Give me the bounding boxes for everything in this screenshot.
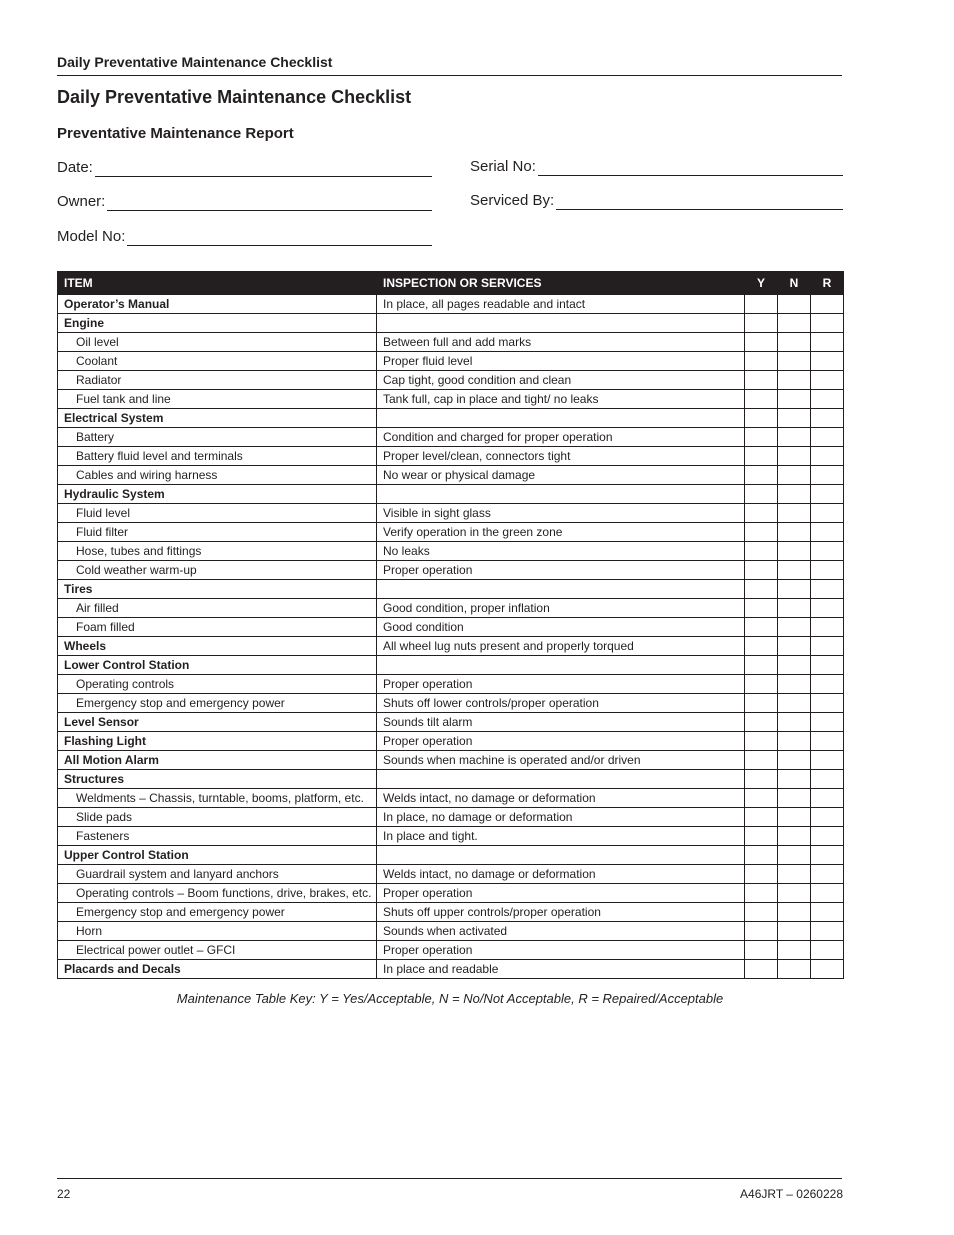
r-checkbox-cell[interactable] <box>811 941 844 960</box>
inspection-cell: Proper operation <box>377 561 745 580</box>
item-cell: Emergency stop and emergency power <box>58 694 377 713</box>
n-checkbox-cell[interactable] <box>778 466 811 485</box>
item-cell: Horn <box>58 922 377 941</box>
table-row <box>58 466 844 485</box>
header-r: R <box>811 272 844 295</box>
r-checkbox-cell[interactable] <box>811 827 844 846</box>
y-checkbox-cell[interactable] <box>745 523 778 542</box>
y-checkbox-cell[interactable] <box>745 675 778 694</box>
item-cell: Hydraulic System <box>58 485 377 504</box>
y-checkbox-cell[interactable] <box>745 409 778 428</box>
table-row <box>58 751 844 770</box>
document-code: A46JRT – 0260228 <box>740 1187 843 1201</box>
inspection-cell: Condition and charged for proper operation <box>377 428 745 447</box>
n-checkbox-cell[interactable] <box>778 409 811 428</box>
r-checkbox-cell[interactable] <box>811 675 844 694</box>
inspection-cell: Visible in sight glass <box>377 504 745 523</box>
table-row <box>58 922 844 941</box>
table-row <box>58 485 844 504</box>
table-row <box>58 808 844 827</box>
y-checkbox-cell[interactable] <box>745 542 778 561</box>
item-cell: Cold weather warm-up <box>58 561 377 580</box>
date-input-line[interactable] <box>95 158 432 177</box>
inspection-cell <box>377 656 745 675</box>
r-checkbox-cell[interactable] <box>811 580 844 599</box>
table-row <box>58 694 844 713</box>
y-checkbox-cell[interactable] <box>745 352 778 371</box>
n-checkbox-cell[interactable] <box>778 447 811 466</box>
inspection-cell: Good condition <box>377 618 745 637</box>
table-header-row <box>58 272 844 295</box>
n-checkbox-cell[interactable] <box>778 865 811 884</box>
r-checkbox-cell[interactable] <box>811 922 844 941</box>
inspection-cell: Between full and add marks <box>377 333 745 352</box>
footer-divider <box>57 1178 842 1179</box>
table-row <box>58 371 844 390</box>
n-checkbox-cell[interactable] <box>778 675 811 694</box>
n-checkbox-cell[interactable] <box>778 732 811 751</box>
date-label: Date: <box>57 159 93 176</box>
y-checkbox-cell[interactable] <box>745 333 778 352</box>
table-row <box>58 884 844 903</box>
inspection-cell: Tank full, cap in place and tight/ no leaks <box>377 390 745 409</box>
inspection-cell: Good condition, proper inflation <box>377 599 745 618</box>
item-cell: Coolant <box>58 352 377 371</box>
inspection-cell <box>377 846 745 865</box>
n-checkbox-cell[interactable] <box>778 656 811 675</box>
running-header: Daily Preventative Maintenance Checklist <box>57 54 842 76</box>
inspection-cell: No leaks <box>377 542 745 561</box>
y-checkbox-cell[interactable] <box>745 732 778 751</box>
owner-label: Owner: <box>57 193 106 210</box>
y-checkbox-cell[interactable] <box>745 827 778 846</box>
r-checkbox-cell[interactable] <box>811 637 844 656</box>
n-checkbox-cell[interactable] <box>778 542 811 561</box>
item-cell: Slide pads <box>58 808 377 827</box>
item-cell: Upper Control Station <box>58 846 377 865</box>
table-row <box>58 846 844 865</box>
inspection-cell: Verify operation in the green zone <box>377 523 745 542</box>
item-cell: Fluid level <box>58 504 377 523</box>
r-checkbox-cell[interactable] <box>811 314 844 333</box>
y-checkbox-cell[interactable] <box>745 865 778 884</box>
inspection-cell: In place, no damage or deformation <box>377 808 745 827</box>
item-cell: Flashing Light <box>58 732 377 751</box>
n-checkbox-cell[interactable] <box>778 390 811 409</box>
r-checkbox-cell[interactable] <box>811 770 844 789</box>
r-checkbox-cell[interactable] <box>811 333 844 352</box>
inspection-cell <box>377 314 745 333</box>
n-checkbox-cell[interactable] <box>778 713 811 732</box>
table-row <box>58 447 844 466</box>
r-checkbox-cell[interactable] <box>811 903 844 922</box>
r-checkbox-cell[interactable] <box>811 865 844 884</box>
inspection-cell: Shuts off lower controls/proper operation <box>377 694 745 713</box>
r-checkbox-cell[interactable] <box>811 504 844 523</box>
r-checkbox-cell[interactable] <box>811 371 844 390</box>
item-cell: Structures <box>58 770 377 789</box>
inspection-cell: Proper operation <box>377 884 745 903</box>
r-checkbox-cell[interactable] <box>811 884 844 903</box>
serviced-by-input-line[interactable] <box>556 191 843 210</box>
inspection-cell: Proper level/clean, connectors tight <box>377 447 745 466</box>
item-cell: Electrical System <box>58 409 377 428</box>
r-checkbox-cell[interactable] <box>811 656 844 675</box>
header-n: N <box>778 272 811 295</box>
serviced-by-field[interactable] <box>470 188 843 210</box>
n-checkbox-cell[interactable] <box>778 428 811 447</box>
y-checkbox-cell[interactable] <box>745 884 778 903</box>
inspection-cell: Sounds tilt alarm <box>377 713 745 732</box>
r-checkbox-cell[interactable] <box>811 732 844 751</box>
n-checkbox-cell[interactable] <box>778 941 811 960</box>
table-row <box>58 713 844 732</box>
y-checkbox-cell[interactable] <box>745 466 778 485</box>
y-checkbox-cell[interactable] <box>745 751 778 770</box>
r-checkbox-cell[interactable] <box>811 846 844 865</box>
y-checkbox-cell[interactable] <box>745 447 778 466</box>
table-row <box>58 314 844 333</box>
r-checkbox-cell[interactable] <box>811 960 844 979</box>
page-title: Daily Preventative Maintenance Checklist <box>57 87 412 107</box>
r-checkbox-cell[interactable] <box>811 618 844 637</box>
table-row <box>58 504 844 523</box>
r-checkbox-cell[interactable] <box>811 542 844 561</box>
item-cell: Operating controls <box>58 675 377 694</box>
item-cell: Emergency stop and emergency power <box>58 903 377 922</box>
n-checkbox-cell[interactable] <box>778 523 811 542</box>
n-checkbox-cell[interactable] <box>778 485 811 504</box>
inspection-cell <box>377 770 745 789</box>
y-checkbox-cell[interactable] <box>745 599 778 618</box>
table-row <box>58 295 844 314</box>
y-checkbox-cell[interactable] <box>745 770 778 789</box>
r-checkbox-cell[interactable] <box>811 390 844 409</box>
inspection-cell: Sounds when machine is operated and/or driven <box>377 751 745 770</box>
r-checkbox-cell[interactable] <box>811 428 844 447</box>
table-row <box>58 409 844 428</box>
table-row <box>58 561 844 580</box>
r-checkbox-cell[interactable] <box>811 808 844 827</box>
inspection-cell: Welds intact, no damage or deformation <box>377 865 745 884</box>
inspection-cell <box>377 409 745 428</box>
table-body <box>58 295 844 979</box>
y-checkbox-cell[interactable] <box>745 846 778 865</box>
r-checkbox-cell[interactable] <box>811 447 844 466</box>
y-checkbox-cell[interactable] <box>745 295 778 314</box>
n-checkbox-cell[interactable] <box>778 846 811 865</box>
y-checkbox-cell[interactable] <box>745 485 778 504</box>
n-checkbox-cell[interactable] <box>778 561 811 580</box>
item-cell: Guardrail system and lanyard anchors <box>58 865 377 884</box>
y-checkbox-cell[interactable] <box>745 960 778 979</box>
r-checkbox-cell[interactable] <box>811 599 844 618</box>
serial-input-line[interactable] <box>538 157 843 176</box>
table-row <box>58 656 844 675</box>
item-cell: Wheels <box>58 637 377 656</box>
table-key: Maintenance Table Key: Y = Yes/Acceptable, N = No/Not Acceptable, R = Repaired/Acceptable <box>176 991 724 1006</box>
r-checkbox-cell[interactable] <box>811 713 844 732</box>
y-checkbox-cell[interactable] <box>745 941 778 960</box>
r-checkbox-cell[interactable] <box>811 295 844 314</box>
y-checkbox-cell[interactable] <box>745 922 778 941</box>
item-cell: Fuel tank and line <box>58 390 377 409</box>
n-checkbox-cell[interactable] <box>778 504 811 523</box>
n-checkbox-cell[interactable] <box>778 352 811 371</box>
maintenance-checklist-table <box>57 271 844 979</box>
r-checkbox-cell[interactable] <box>811 466 844 485</box>
item-cell: Oil level <box>58 333 377 352</box>
inspection-cell: Proper operation <box>377 941 745 960</box>
serial-field[interactable] <box>470 154 843 176</box>
inspection-cell: In place, all pages readable and intact <box>377 295 745 314</box>
y-checkbox-cell[interactable] <box>745 428 778 447</box>
r-checkbox-cell[interactable] <box>811 485 844 504</box>
y-checkbox-cell[interactable] <box>745 618 778 637</box>
r-checkbox-cell[interactable] <box>811 352 844 371</box>
inspection-cell: Proper fluid level <box>377 352 745 371</box>
item-cell: Lower Control Station <box>58 656 377 675</box>
inspection-cell <box>377 580 745 599</box>
item-cell: Battery <box>58 428 377 447</box>
y-checkbox-cell[interactable] <box>745 580 778 599</box>
n-checkbox-cell[interactable] <box>778 314 811 333</box>
n-checkbox-cell[interactable] <box>778 637 811 656</box>
item-cell: Weldments – Chassis, turntable, booms, platform, etc. <box>58 789 377 808</box>
item-cell: Foam filled <box>58 618 377 637</box>
inspection-cell: All wheel lug nuts present and properly torqued <box>377 637 745 656</box>
n-checkbox-cell[interactable] <box>778 580 811 599</box>
r-checkbox-cell[interactable] <box>811 751 844 770</box>
table-row <box>58 960 844 979</box>
r-checkbox-cell[interactable] <box>811 694 844 713</box>
table-row <box>58 618 844 637</box>
inspection-cell <box>377 485 745 504</box>
n-checkbox-cell[interactable] <box>778 770 811 789</box>
table-row <box>58 333 844 352</box>
r-checkbox-cell[interactable] <box>811 523 844 542</box>
table-row <box>58 865 844 884</box>
item-cell: Fluid filter <box>58 523 377 542</box>
item-cell: Hose, tubes and fittings <box>58 542 377 561</box>
y-checkbox-cell[interactable] <box>745 637 778 656</box>
r-checkbox-cell[interactable] <box>811 561 844 580</box>
item-cell: Placards and Decals <box>58 960 377 979</box>
inspection-cell: In place and readable <box>377 960 745 979</box>
table-row <box>58 542 844 561</box>
y-checkbox-cell[interactable] <box>745 561 778 580</box>
model-input-line[interactable] <box>127 227 432 246</box>
serviced-by-label: Serviced By: <box>470 192 555 209</box>
r-checkbox-cell[interactable] <box>811 409 844 428</box>
n-checkbox-cell[interactable] <box>778 884 811 903</box>
table-row <box>58 352 844 371</box>
date-field[interactable] <box>57 155 432 177</box>
n-checkbox-cell[interactable] <box>778 827 811 846</box>
n-checkbox-cell[interactable] <box>778 751 811 770</box>
item-cell: Operator’s Manual <box>58 295 377 314</box>
inspection-cell: No wear or physical damage <box>377 466 745 485</box>
y-checkbox-cell[interactable] <box>745 808 778 827</box>
y-checkbox-cell[interactable] <box>745 504 778 523</box>
inspection-cell: Welds intact, no damage or deformation <box>377 789 745 808</box>
table-row <box>58 732 844 751</box>
y-checkbox-cell[interactable] <box>745 390 778 409</box>
item-cell: Tires <box>58 580 377 599</box>
n-checkbox-cell[interactable] <box>778 903 811 922</box>
table-row <box>58 675 844 694</box>
table-row <box>58 523 844 542</box>
table-row <box>58 580 844 599</box>
model-field[interactable] <box>57 224 432 246</box>
n-checkbox-cell[interactable] <box>778 599 811 618</box>
table-row <box>58 637 844 656</box>
item-cell: Level Sensor <box>58 713 377 732</box>
y-checkbox-cell[interactable] <box>745 694 778 713</box>
inspection-cell: In place and tight. <box>377 827 745 846</box>
n-checkbox-cell[interactable] <box>778 333 811 352</box>
owner-field[interactable] <box>57 189 432 211</box>
n-checkbox-cell[interactable] <box>778 371 811 390</box>
n-checkbox-cell[interactable] <box>778 618 811 637</box>
page-number: 22 <box>57 1187 71 1201</box>
y-checkbox-cell[interactable] <box>745 314 778 333</box>
item-cell: Engine <box>58 314 377 333</box>
header-inspection: INSPECTION OR SERVICES <box>377 272 745 295</box>
item-cell: Cables and wiring harness <box>58 466 377 485</box>
table-row <box>58 941 844 960</box>
item-cell: Battery fluid level and terminals <box>58 447 377 466</box>
table-row <box>58 599 844 618</box>
table-row <box>58 770 844 789</box>
y-checkbox-cell[interactable] <box>745 789 778 808</box>
r-checkbox-cell[interactable] <box>811 789 844 808</box>
item-cell: Fasteners <box>58 827 377 846</box>
table-row <box>58 789 844 808</box>
table-row <box>58 827 844 846</box>
item-cell: Air filled <box>58 599 377 618</box>
item-cell: Radiator <box>58 371 377 390</box>
n-checkbox-cell[interactable] <box>778 789 811 808</box>
serial-label: Serial No: <box>470 158 536 175</box>
n-checkbox-cell[interactable] <box>778 694 811 713</box>
item-cell: Electrical power outlet – GFCI <box>58 941 377 960</box>
item-cell: Operating controls – Boom functions, drive, brakes, etc. <box>58 884 377 903</box>
inspection-cell: Proper operation <box>377 732 745 751</box>
n-checkbox-cell[interactable] <box>778 295 811 314</box>
inspection-cell: Cap tight, good condition and clean <box>377 371 745 390</box>
n-checkbox-cell[interactable] <box>778 960 811 979</box>
model-label: Model No: <box>57 228 126 245</box>
header-y: Y <box>745 272 778 295</box>
table-row <box>58 428 844 447</box>
inspection-cell: Shuts off upper controls/proper operation <box>377 903 745 922</box>
owner-input-line[interactable] <box>107 192 432 211</box>
item-cell: All Motion Alarm <box>58 751 377 770</box>
y-checkbox-cell[interactable] <box>745 656 778 675</box>
n-checkbox-cell[interactable] <box>778 808 811 827</box>
report-title: Preventative Maintenance Report <box>57 125 294 142</box>
header-item: ITEM <box>58 272 377 295</box>
table-row <box>58 903 844 922</box>
y-checkbox-cell[interactable] <box>745 903 778 922</box>
y-checkbox-cell[interactable] <box>745 713 778 732</box>
y-checkbox-cell[interactable] <box>745 371 778 390</box>
inspection-cell: Sounds when activated <box>377 922 745 941</box>
n-checkbox-cell[interactable] <box>778 922 811 941</box>
inspection-cell: Proper operation <box>377 675 745 694</box>
table-row <box>58 390 844 409</box>
